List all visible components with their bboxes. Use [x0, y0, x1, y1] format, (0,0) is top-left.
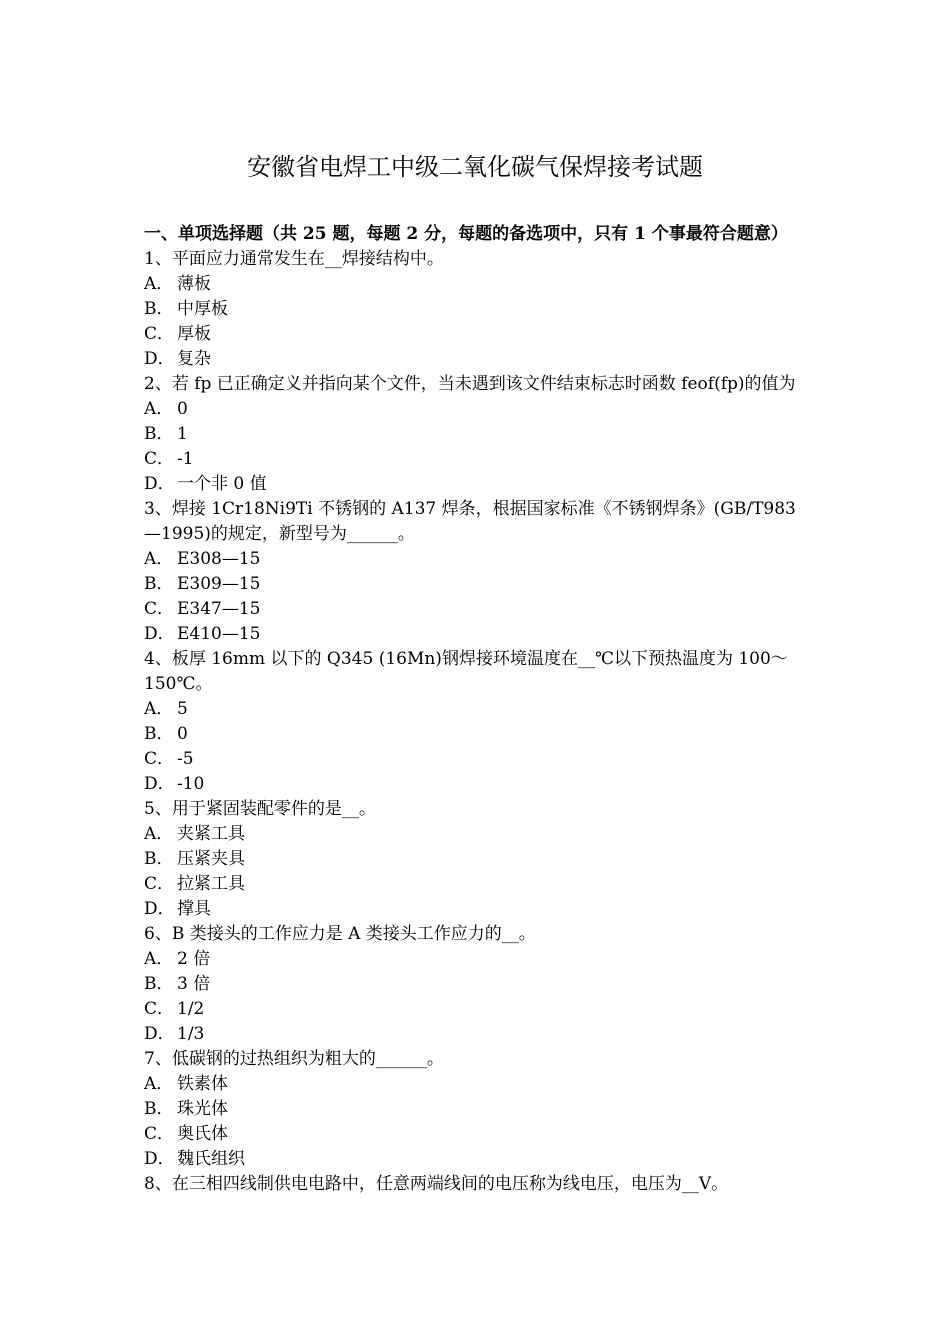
question-list	[144, 247, 812, 1197]
option-letter: A．	[144, 1074, 174, 1094]
answer-option	[144, 1122, 812, 1147]
answer-option	[144, 472, 812, 497]
option-letter: A．	[144, 824, 174, 844]
question-text: 2、若 fp 已正确定义并指向某个文件，当未遇到该文件结束标志时函数 feof(fp)的值为	[144, 374, 796, 394]
option-text: E410—15	[177, 624, 261, 644]
option-text: 复杂	[177, 349, 211, 369]
option-text: 薄板	[177, 274, 211, 294]
option-letter: A．	[144, 699, 174, 719]
option-letter: B．	[144, 574, 174, 594]
option-letter: D．	[144, 774, 175, 794]
option-text: -5	[177, 749, 194, 769]
option-letter: D．	[144, 1149, 175, 1169]
option-text: 2 倍	[177, 949, 211, 969]
option-letter: D．	[144, 474, 175, 494]
question-text: 8、在三相四线制供电电路中，任意两端线间的电压称为线电压，电压为__V。	[144, 1174, 729, 1194]
option-text: 1/3	[177, 1024, 205, 1044]
option-letter: D．	[144, 899, 175, 919]
option-text: 0	[177, 399, 188, 419]
option-letter: A．	[144, 399, 174, 419]
option-letter: D．	[144, 624, 175, 644]
option-text: E308—15	[177, 549, 261, 569]
section-heading: 一、单项选择题（共 25 题，每题 2 分，每题的备选项中，只有 1 个事最符合题意）	[144, 224, 788, 244]
answer-option	[144, 947, 812, 972]
answer-option	[144, 622, 812, 647]
option-text: 珠光体	[177, 1099, 228, 1119]
option-letter: C．	[144, 324, 175, 344]
answer-option	[144, 397, 812, 422]
option-text: 1/2	[177, 999, 205, 1019]
option-text: 魏氏组织	[177, 1149, 245, 1169]
option-letter: C．	[144, 874, 175, 894]
option-text: 中厚板	[177, 299, 228, 319]
option-text: 0	[177, 724, 188, 744]
answer-option	[144, 897, 812, 922]
answer-option	[144, 722, 812, 747]
option-letter: C．	[144, 599, 175, 619]
answer-option	[144, 297, 812, 322]
option-text: 铁素体	[177, 1074, 228, 1094]
question-text: 7、低碳钢的过热组织为粗大的______。	[144, 1049, 444, 1069]
exam-content	[144, 222, 812, 1197]
option-letter: C．	[144, 449, 175, 469]
answer-option	[144, 847, 812, 872]
option-letter: C．	[144, 999, 175, 1019]
question-text: 1、平面应力通常发生在__焊接结构中。	[144, 249, 444, 269]
option-text: 奥氏体	[177, 1124, 228, 1144]
answer-option	[144, 872, 812, 897]
option-text: 厚板	[177, 324, 211, 344]
answer-option	[144, 1072, 812, 1097]
question-text: 3、焊接 1Cr18Ni9Ti 不锈钢的 A137 焊条，根据国家标准《不锈钢焊条》(GB/T983—1995)的规定，新型号为______。	[144, 499, 796, 544]
option-letter: B．	[144, 724, 174, 744]
option-text: -1	[177, 449, 194, 469]
option-text: 5	[177, 699, 188, 719]
question-text: 5、用于紧固装配零件的是__。	[144, 799, 376, 819]
option-text: E347—15	[177, 599, 261, 619]
answer-option	[144, 322, 812, 347]
answer-option	[144, 347, 812, 372]
answer-option	[144, 822, 812, 847]
option-letter: A．	[144, 949, 174, 969]
page-title: 安徽省电焊工中级二氧化碳气保焊接考试题	[247, 153, 703, 181]
option-text: -10	[177, 774, 205, 794]
option-letter: B．	[144, 849, 174, 869]
answer-option	[144, 1147, 812, 1172]
option-letter: A．	[144, 549, 174, 569]
answer-option	[144, 572, 812, 597]
answer-option	[144, 1097, 812, 1122]
option-letter: C．	[144, 1124, 175, 1144]
answer-option	[144, 997, 812, 1022]
answer-option	[144, 547, 812, 572]
option-text: 1	[177, 424, 188, 444]
option-text: 一个非 0 值	[177, 474, 267, 494]
option-letter: A．	[144, 274, 174, 294]
answer-option	[144, 747, 812, 772]
answer-option	[144, 422, 812, 447]
option-letter: D．	[144, 1024, 175, 1044]
answer-option	[144, 272, 812, 297]
answer-option	[144, 972, 812, 997]
option-letter: D．	[144, 349, 175, 369]
option-text: 夹紧工具	[177, 824, 245, 844]
option-text: 拉紧工具	[177, 874, 245, 894]
option-text: 撑具	[177, 899, 211, 919]
answer-option	[144, 697, 812, 722]
answer-option	[144, 447, 812, 472]
option-letter: C．	[144, 749, 175, 769]
option-text: 3 倍	[177, 974, 211, 994]
option-letter: B．	[144, 299, 174, 319]
answer-option	[144, 772, 812, 797]
question-text: 4、板厚 16mm 以下的 Q345 (16Mn)钢焊接环境温度在__℃以下预热温度为 100～150℃。	[144, 649, 788, 694]
option-text: E309—15	[177, 574, 261, 594]
answer-option	[144, 1022, 812, 1047]
question-text: 6、B 类接头的工作应力是 A 类接头工作应力的__。	[144, 924, 536, 944]
option-text: 压紧夹具	[177, 849, 245, 869]
option-letter: B．	[144, 1099, 174, 1119]
answer-option	[144, 597, 812, 622]
option-letter: B．	[144, 974, 174, 994]
option-letter: B．	[144, 424, 174, 444]
